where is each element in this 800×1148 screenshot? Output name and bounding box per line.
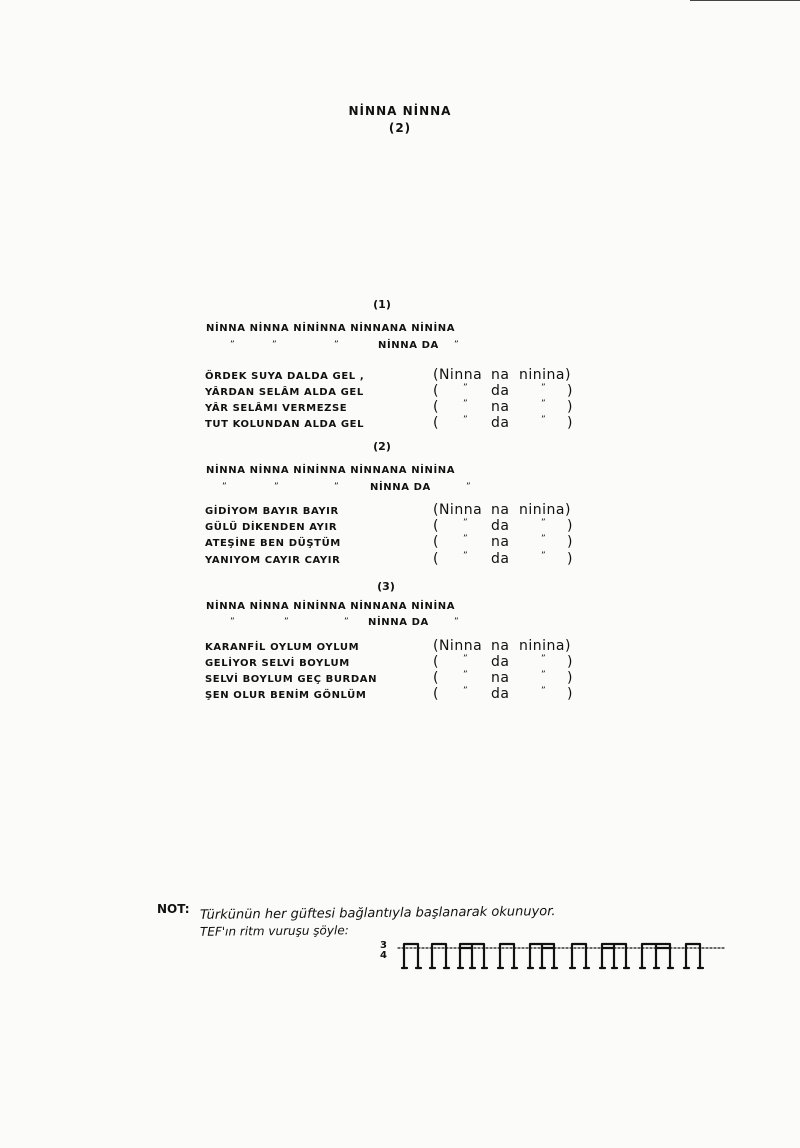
refrain-response: ( ” na ” ) bbox=[433, 534, 573, 550]
ditto-mark: ” bbox=[222, 482, 227, 492]
lyric-line: YANIYOM CAYIR CAYIR bbox=[205, 555, 341, 566]
tef-rhythm-notation bbox=[394, 936, 734, 976]
chorus-refrain: NİNNA DA bbox=[378, 340, 439, 351]
lyric-line: GÜLÜ DİKENDEN AYIR bbox=[205, 522, 338, 533]
lyric-line: KARANFİL OYLUM OYLUM bbox=[205, 642, 360, 653]
ditto-mark: ” bbox=[454, 617, 459, 627]
ditto-mark: ” bbox=[272, 340, 277, 350]
ditto-mark: ” bbox=[230, 340, 235, 350]
refrain-response: ( ” da ” ) bbox=[433, 383, 573, 399]
refrain-response: ( ” da ” ) bbox=[433, 654, 573, 670]
lyric-line: ŞEN OLUR BENİM GÖNLÜM bbox=[205, 690, 367, 701]
refrain-end: ninina) bbox=[519, 367, 571, 383]
chorus-refrain: NİNNA DA bbox=[368, 617, 429, 628]
top-edge-line bbox=[690, 0, 800, 1]
refrain-response: ( ” na ” ) bbox=[433, 399, 573, 415]
lyric-line: SELVİ BOYLUM GEÇ BURDAN bbox=[205, 674, 378, 685]
chorus-line: NİNNA NİNNA NİNİNNA NİNNANA NİNİNA bbox=[206, 323, 456, 334]
refrain-response: ( ” na ” ) bbox=[433, 670, 573, 686]
refrain-response: ( ” da ” ) bbox=[433, 551, 573, 567]
page-title: NİNNA NİNNA bbox=[348, 104, 452, 118]
time-signature bbox=[380, 941, 387, 961]
page-number: (2) bbox=[388, 121, 412, 135]
ditto-mark: ” bbox=[466, 482, 471, 492]
verse-number: (1) bbox=[373, 298, 391, 311]
ditto-mark: ” bbox=[284, 617, 289, 627]
ditto-mark: ” bbox=[274, 482, 279, 492]
ditto-mark: ” bbox=[230, 617, 235, 627]
time-signature-bottom: 4 bbox=[380, 950, 387, 961]
ditto-mark: ” bbox=[334, 340, 339, 350]
ditto-mark: ” bbox=[344, 617, 349, 627]
ditto-mark: ” bbox=[334, 482, 339, 492]
refrain-response: (Ninna na ninina) bbox=[433, 638, 571, 654]
lyric-line: ATEŞİNE BEN DÜŞTÜM bbox=[205, 538, 341, 549]
verse-number: (3) bbox=[377, 580, 395, 593]
refrain-mid: na bbox=[491, 367, 510, 383]
refrain-response: ( ” da ” ) bbox=[433, 686, 573, 702]
refrain-response: ( ” da ” ) bbox=[433, 518, 573, 534]
lyric-line: ÖRDEK SUYA DALDA GEL , bbox=[205, 371, 365, 382]
lyric-line: GİDİYOM BAYIR BAYIR bbox=[205, 506, 339, 517]
verse-number: (2) bbox=[373, 440, 391, 453]
ditto-mark: ” bbox=[454, 340, 459, 350]
note-line-2: TEF'ın ritm vuruşu şöyle: bbox=[199, 923, 349, 939]
chorus-line: NİNNA NİNNA NİNİNNA NİNNANA NİNİNA bbox=[206, 601, 456, 612]
lyric-line: YÂR SELÂMI VERMEZSE bbox=[205, 403, 348, 414]
note-line-1: Türkünün her güftesi bağlantıyla başlanarak okunuyor. bbox=[199, 904, 556, 923]
refrain-open: (Ninna bbox=[433, 367, 483, 383]
refrain-response: (Ninna na ninina) bbox=[433, 502, 571, 518]
note-label: NOT: bbox=[157, 902, 190, 916]
time-signature-top: 3 bbox=[380, 940, 387, 951]
chorus-line: NİNNA NİNNA NİNİNNA NİNNANA NİNİNA bbox=[206, 465, 456, 476]
lyric-line: GELİYOR SELVİ BOYLUM bbox=[205, 658, 350, 669]
lyric-line: YÂRDAN SELÂM ALDA GEL bbox=[205, 387, 364, 398]
chorus-refrain: NİNNA DA bbox=[370, 482, 431, 493]
lyric-line: TUT KOLUNDAN ALDA GEL bbox=[205, 419, 365, 430]
refrain-response: ( ” da ” ) bbox=[433, 415, 573, 431]
